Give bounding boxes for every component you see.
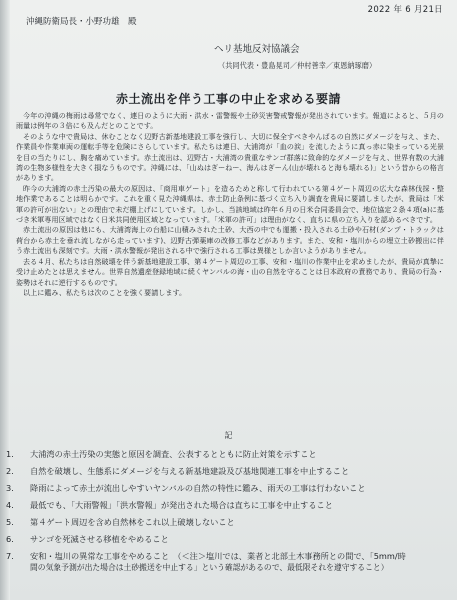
paragraph: そのような中で貴局は、休むことなく辺野古新基地建設工事を強行し、大切に保全すべきやんばるの自然にダメージを与え、また、作業員や作業車両の運転手等を危険にさらしています。私たちは連日、大浦湾が「血の涙」を流したように真っ赤に染まっている光景を目の当たりにし、胸を痛めています。赤土流出は、辺野古・大浦湾の貴重なサンゴ群落に致命的なダメージを与え、世界有数の大浦湾の生物多様性を大きく損なうものです。沖縄には、「山ぬはぎーねー、海んはぎーん(山が壊れると海も壊れる)」という昔からの格言があります。 bbox=[16, 131, 444, 183]
demand-number: 7. bbox=[6, 551, 14, 561]
document-date: 2022 年 6 月21日 bbox=[367, 5, 443, 15]
demand-text: サンゴを死滅させる移植をやめること bbox=[30, 534, 169, 544]
demand-text: 降雨によって赤土が流出しやすいヤンバルの自然の特性に鑑み、雨天の工事は行わないこと bbox=[30, 483, 366, 493]
demand-item-continuation bbox=[6, 565, 452, 573]
demand-number: 1. bbox=[6, 449, 14, 459]
demand-text: 安和・塩川の異常な工事をやめること （＜注＞塩川では、業者と北部土木事務所との間で、「5mm/時 bbox=[30, 551, 406, 561]
sender-organization: ヘリ基地反対協議会 bbox=[214, 44, 300, 55]
paragraph: 以上に鑑み、私たちは次のことを強く要請します。 bbox=[23, 287, 187, 297]
document-body bbox=[16, 111, 444, 298]
demand-text: 最低でも、「大雨警報」「洪水警報」が発出された場合は直ちに工事を中止すること bbox=[30, 500, 333, 510]
demand-item bbox=[6, 480, 452, 497]
sender-representatives: （共同代表・豊島晃司／仲村善幸／東恩納琢磨） bbox=[218, 61, 377, 70]
demands-list bbox=[6, 446, 452, 573]
demand-number: 5. bbox=[6, 517, 14, 527]
demand-text-continued: 間の気象予測が出た場合は土砂搬送を中止する」という確認があるので、最低限それを遵守すること） bbox=[30, 563, 389, 572]
paragraph: 去る４月、私たちは自然破壊を伴う新基地建設工事、第４ゲート周辺の工事、安和・塩川の作業中止を求めましたが、貴局が真摯に受け止めたとは思えません。世界自然遺産登録地域に続くヤンバルの海・山の自然を守ることは日本政府の責務であり、貴局の行為・姿勢はそれに逆行するものです。 bbox=[16, 256, 444, 287]
demand-number: 3. bbox=[6, 483, 14, 493]
demand-text: 大浦湾の赤土汚染の実態と原因を調査、公表するとともに防止対策を示すこと bbox=[30, 449, 317, 459]
demand-number: 6. bbox=[6, 534, 14, 544]
demand-item bbox=[6, 497, 452, 514]
paragraph: 今年の沖縄の梅雨は尋常でなく、連日のように大雨・洪水・雷警報や土砂災害警戒警報が発出されています。報道によると、５月の雨量は例年の３倍にも及んだとのことです。 bbox=[16, 111, 444, 131]
ki-heading: 記 bbox=[224, 431, 233, 440]
demand-number: 4. bbox=[6, 500, 14, 510]
demand-text: 第４ゲート周辺を含め自然林をこれ以上破壊しないこと bbox=[30, 517, 235, 527]
paragraph: 赤土流出の原因は他にも、大浦湾海上の台船に山積みされた土砂、大西の中でも運搬・投入される土砂や石材(ダンプ・トラックは荷台から赤土を垂れ流しながら走っています)、辺野古弾薬庫の改修工事などがあります。また、安和・塩川からの埋立土砂搬出に伴う赤土流出も深刻です。大雨・洪水警報が発出される中で強行される工事は異様としか言いようがありません。 bbox=[16, 225, 444, 256]
addressee: 沖縄防衛局長・小野功雄 殿 bbox=[26, 17, 137, 27]
demand-item bbox=[6, 463, 452, 480]
demand-item bbox=[6, 531, 452, 548]
document-title: 赤土流出を伴う工事の中止を求める要請 bbox=[115, 92, 341, 106]
demand-item bbox=[6, 514, 452, 531]
demand-item bbox=[6, 446, 452, 463]
demand-number: 2. bbox=[6, 466, 14, 476]
paragraph: 昨今の大浦湾の赤土汚染の最大の原因は、「商用車ゲート」を造るためと称して行われている第４ゲート周辺の広大な森林伐採・整地作業であることは明らかです。これを重く見た沖縄県は、赤土防止条例に基づく立ち入り調査を貴局に要請しましたが、貴局は「米軍の許可が出ない」との理由で未だ棚上げにしています。しかし、当該地域は昨年６月の日米合同委員会で、地位協定２条４項(a)に基づき米軍専用区域ではなく日米共同使用区域となっています。「米軍の許可」は理由がなく、直ちに県の立ち入りを認めるべきです。 bbox=[16, 183, 444, 225]
demand-text: 自然を破壊し、生態系にダメージを与える新基地建設及び基地関連工事を中止すること bbox=[30, 466, 350, 476]
